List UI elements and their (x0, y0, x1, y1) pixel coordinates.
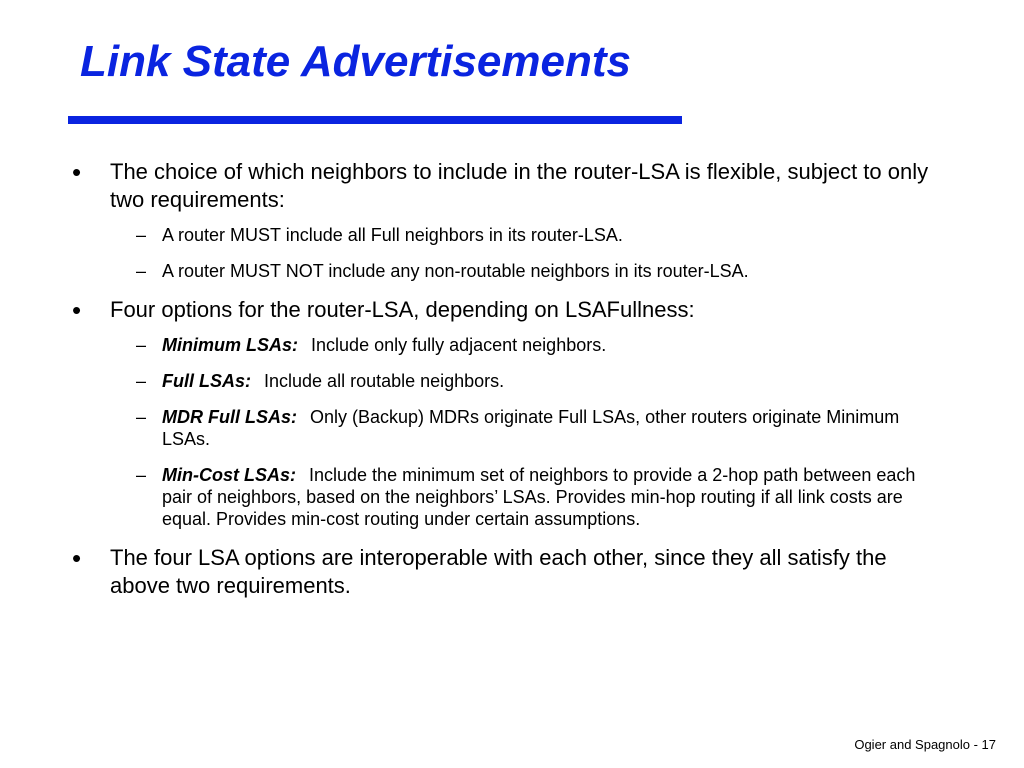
sub-list (110, 224, 940, 282)
sub-item-text: A router MUST include all Full neighbors in its router-LSA. (162, 225, 623, 245)
slide-footer: Ogier and Spagnolo - 17 (854, 737, 996, 752)
bullet-text: The choice of which neighbors to include in the router-LSA is flexible, subject to only two requirements: (110, 159, 929, 212)
sub-item-text: Only (Backup) MDRs originate Full LSAs, other routers originate Minimum LSAs. (162, 407, 900, 449)
dash-marker: – (136, 261, 147, 281)
sub-item-text: Include only fully adjacent neighbors. (311, 335, 607, 355)
slide-content (70, 158, 940, 608)
option-term: Full LSAs: (162, 371, 251, 391)
sub-item (110, 464, 940, 530)
sub-item (110, 370, 940, 392)
sub-item-text: Include all routable neighbors. (264, 371, 505, 391)
dash-marker: – (136, 335, 147, 355)
bullet-marker: • (72, 295, 82, 325)
bullet-text: Four options for the router-LSA, depending on LSAFullness: (110, 297, 695, 322)
dash-marker: – (136, 407, 147, 427)
dash-marker: – (136, 465, 147, 485)
bullet-text: The four LSA options are interoperable with each other, since they all satisfy the above two requirements. (110, 545, 887, 598)
option-term: Minimum LSAs: (162, 335, 299, 355)
bullet-marker: • (72, 543, 82, 573)
sub-item-text: Include the minimum set of neighbors to provide a 2-hop path between each pair of neighbors, based on the neighbors’ LSAs. Provides min-hop routing if all link costs are equal. Provides min-cost routing under certain assumptions. (162, 465, 916, 529)
bullet-item (70, 544, 940, 600)
sub-item (110, 224, 940, 246)
slide-title: Link State Advertisements (80, 37, 631, 86)
option-term: Min-Cost LSAs: (162, 465, 296, 485)
sub-item (110, 260, 940, 282)
sub-item-text: A router MUST NOT include any non-routable neighbors in its router-LSA. (162, 261, 749, 281)
bullet-item (70, 158, 940, 282)
option-term: MDR Full LSAs: (162, 407, 297, 427)
title-underline (68, 116, 682, 124)
bullet-item (70, 296, 940, 530)
dash-marker: – (136, 225, 147, 245)
sub-list (110, 334, 940, 530)
bullet-marker: • (72, 157, 82, 187)
sub-item (110, 334, 940, 356)
dash-marker: – (136, 371, 147, 391)
sub-item (110, 406, 940, 450)
